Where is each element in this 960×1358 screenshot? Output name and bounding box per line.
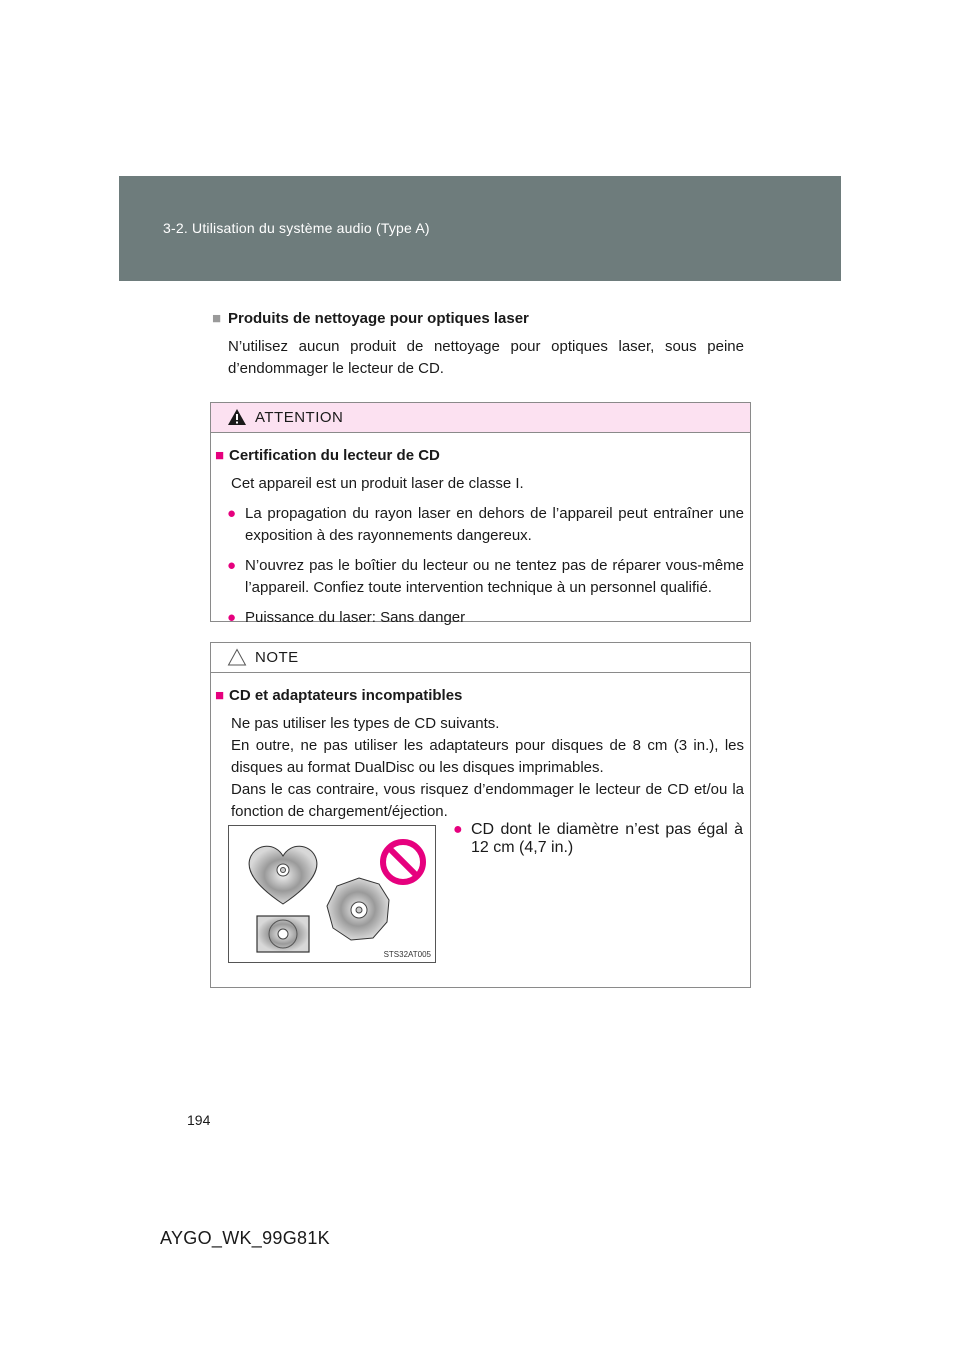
list-item bbox=[215, 555, 744, 599]
attention-subheading-text: Certification du lecteur de CD bbox=[229, 447, 440, 464]
document-code: AYGO_WK_99G81K bbox=[160, 1228, 330, 1248]
breadcrumb: 3-2. Utilisation du système audio (Type A) bbox=[163, 220, 430, 236]
attention-box bbox=[210, 402, 751, 626]
list-item bbox=[215, 503, 744, 547]
note-body bbox=[211, 673, 750, 835]
note-paragraph bbox=[215, 713, 744, 823]
caution-outline-icon bbox=[227, 648, 247, 666]
bullet-dot-icon: ● bbox=[227, 505, 237, 522]
note-line: Dans le cas contraire, vous risquez d’endommager le lecteur de CD et/ou la fonction de chargement/éjection. bbox=[231, 781, 744, 820]
note-title: NOTE bbox=[255, 649, 299, 666]
attention-body bbox=[211, 433, 750, 641]
note-subheading-text: CD et adaptateurs incompatibles bbox=[229, 687, 463, 704]
note-line: En outre, ne pas utiliser les adaptateurs pour disques de 8 cm (3 in.), les disques au format DualDisc ou les disques imprimables. bbox=[231, 737, 744, 776]
bullet-dot-icon: ● bbox=[453, 821, 463, 838]
square-bullet-icon: ■ bbox=[212, 310, 222, 327]
list-item-text: La propagation du rayon laser en dehors de l’appareil peut entraîner une exposition à des rayonnements dangereux. bbox=[245, 505, 744, 544]
list-item-text: N’ouvrez pas le boîtier du lecteur ou ne tentez pas de réparer vous-même l’appareil. Confiez toute intervention technique à un personnel qualifié. bbox=[245, 557, 744, 596]
cleaning-heading bbox=[212, 308, 744, 330]
attention-title: ATTENTION bbox=[255, 409, 344, 426]
list-item-text: Puissance du laser: Sans danger bbox=[245, 609, 466, 626]
bullet-dot-icon: ● bbox=[227, 609, 237, 626]
page-number: 194 bbox=[187, 1112, 211, 1128]
warning-icon bbox=[227, 408, 247, 426]
cleaning-text: N’utilisez aucun produit de nettoyage pour optiques laser, sous peine d’endommager le lecteur de CD. bbox=[228, 338, 744, 377]
cleaning-heading-text: Produits de nettoyage pour optiques laser bbox=[228, 310, 529, 327]
bullet-dot-icon: ● bbox=[227, 557, 237, 574]
attention-intro: Cet appareil est un produit laser de classe I. bbox=[231, 475, 524, 492]
note-header bbox=[211, 643, 750, 673]
figure-label: STS32AT005 bbox=[383, 950, 431, 959]
note-subheading bbox=[215, 685, 744, 707]
square-bullet-icon: ■ bbox=[215, 447, 225, 464]
note-line: Ne pas utiliser les types de CD suivants. bbox=[231, 715, 500, 732]
list-item bbox=[215, 607, 744, 629]
incompatible-cd-figure bbox=[228, 825, 436, 963]
square-bullet-icon: ■ bbox=[215, 687, 225, 704]
incompatible-cd-illustration bbox=[229, 826, 435, 962]
list-item-text: CD dont le diamètre n’est pas égal à 12 cm (4,7 in.) bbox=[471, 821, 743, 856]
cleaning-section bbox=[212, 308, 744, 380]
attention-header bbox=[211, 403, 750, 433]
list-item bbox=[453, 821, 743, 857]
note-box bbox=[210, 642, 751, 988]
header-band bbox=[119, 176, 841, 281]
attention-subheading bbox=[215, 445, 744, 467]
